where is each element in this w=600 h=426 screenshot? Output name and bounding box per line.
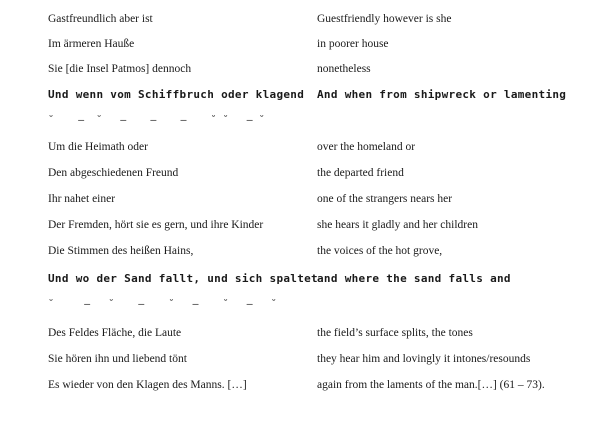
verse-line-12	[0, 352, 600, 374]
verse-line-2	[0, 37, 600, 59]
german-text: Und wo der Sand fallt, und sich spaltet	[48, 272, 318, 285]
german-text: Des Feldes Fläche, die Laute	[48, 327, 182, 339]
verse-line-4	[0, 88, 600, 110]
german-text: Den abgeschiedenen Freund	[48, 167, 179, 179]
german-text: Es wieder von den Klagen des Manns. […]	[48, 379, 247, 391]
english-text: the voices of the hot grove,	[317, 245, 443, 257]
german-text: Der Fremden, hört sie es gern, und ihre Kinder	[48, 219, 264, 231]
english-text: Guestfriendly however is she	[317, 13, 452, 25]
verse-line-9	[0, 244, 600, 266]
english-text: in poorer house	[317, 38, 389, 50]
german-text: Sie hören ihn und liebend tönt	[48, 353, 187, 365]
english-text: they hear him and lovingly it intones/resounds	[317, 353, 531, 365]
english-text: again from the laments of the man.[…] (61 – 73).	[317, 379, 545, 391]
english-text: the field’s surface splits, the tones	[317, 327, 473, 339]
german-text: Ihr nahet einer	[48, 193, 116, 205]
verse-line-5	[0, 140, 600, 162]
verse-line-6	[0, 166, 600, 188]
english-text: the departed friend	[317, 167, 404, 179]
german-text: Und wenn vom Schiffbruch oder klagend	[48, 88, 305, 101]
verse-line-7	[0, 192, 600, 214]
verse-line-3	[0, 62, 600, 84]
verse-line-8	[0, 218, 600, 240]
scansion-marks: ˘ – ˘ – ˘ – ˘ – ˘	[48, 299, 277, 310]
verse-line-10	[0, 272, 600, 294]
german-text: Im ärmeren Hauße	[48, 38, 135, 50]
verse-line-11	[0, 326, 600, 348]
english-text: over the homeland or	[317, 141, 416, 153]
german-text: Sie [die Insel Patmos] dennoch	[48, 63, 192, 75]
english-text: one of the strangers nears her	[317, 193, 453, 205]
german-text: Gastfreundlich aber ist	[48, 13, 153, 25]
english-text: she hears it gladly and her children	[317, 219, 478, 231]
english-text: and where the sand falls and	[317, 272, 511, 285]
verse-line-13	[0, 378, 600, 400]
scansion-marks: ˘ – ˘ – – – ˘ ˘ – ˘	[48, 115, 265, 126]
german-text: Die Stimmen des heißen Hains,	[48, 245, 194, 257]
meter-line-2	[0, 298, 600, 320]
meter-line-1	[0, 114, 600, 136]
german-text: Um die Heimath oder	[48, 141, 148, 153]
english-text: And when from shipwreck or lamenting	[317, 88, 567, 101]
english-text: nonetheless	[317, 63, 371, 75]
verse-line-1	[0, 12, 600, 34]
